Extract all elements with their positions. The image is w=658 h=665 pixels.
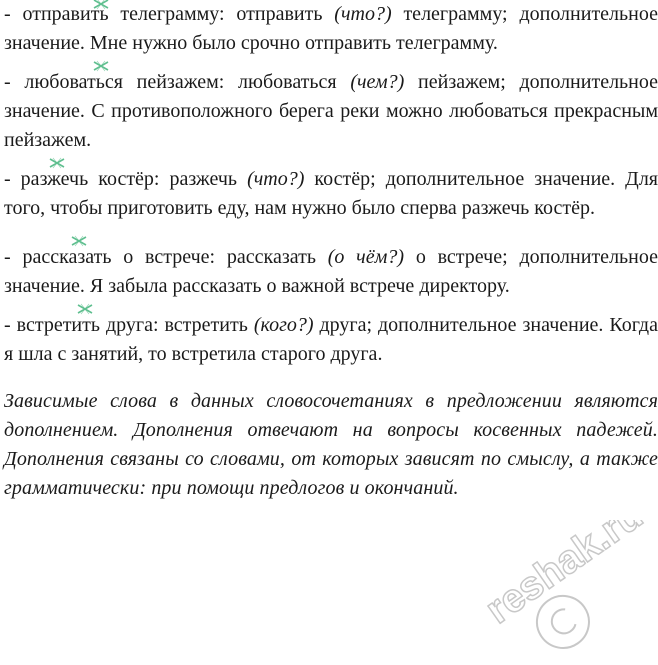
- entry-send-telegram: [4, 0, 658, 58]
- watermark-logo: [470, 520, 658, 660]
- entry-tail: телеграмму; дополнительное значение. Мне нужно было срочно отправить телеграмму.: [4, 3, 658, 54]
- entry-tail: друга; дополнительное значение. Когда я шла с занятий, то встретила старого друга.: [4, 314, 658, 365]
- entry-meet-friend: [4, 311, 658, 369]
- question-word: (о чём?): [327, 246, 405, 268]
- entry-lead: - встретить друга: встретить: [4, 314, 254, 336]
- entry-lead: - любоваться пейзажем: любоваться: [4, 71, 351, 93]
- entry-tail: о встрече; дополнительное значение. Я забыла рассказать о важной встрече директору.: [4, 246, 658, 297]
- entry-tail: пейзажем; дополнительное значение. С противоположного берега реки можно любоваться прекрасным пейзажем.: [4, 71, 658, 151]
- solution-text: [4, 0, 658, 523]
- entry-tail: костёр; дополнительное значение. Для того, чтобы приготовить еду, нам нужно было сперва разжечь костёр.: [4, 168, 658, 219]
- entry-light-fire: [4, 165, 658, 223]
- question-word: (чем?): [350, 71, 405, 93]
- entry-lead: - отправить телеграмму: отправить: [4, 3, 335, 25]
- question-word: (кого?): [253, 314, 314, 336]
- entry-lead: - рассказать о встрече: рассказать: [4, 246, 328, 268]
- question-word: (что?): [334, 3, 392, 25]
- svg-text:reshak.ru: reshak.ru: [477, 520, 651, 633]
- entry-tell-about-meeting: [4, 243, 658, 301]
- entry-lead: - разжечь костёр: разжечь: [4, 168, 248, 190]
- conclusion-paragraph: Зависимые слова в данных словосочетаниях в предложении являются дополнением. Дополнения отвечают на вопросы косвенных падежей. Дополнения связаны со словами, от которых зависят по смыслу, а также грамматически: при помощи предлогов и окончаний.: [4, 390, 658, 499]
- entry-admire-landscape: [4, 68, 658, 155]
- question-word: (что?): [247, 168, 305, 190]
